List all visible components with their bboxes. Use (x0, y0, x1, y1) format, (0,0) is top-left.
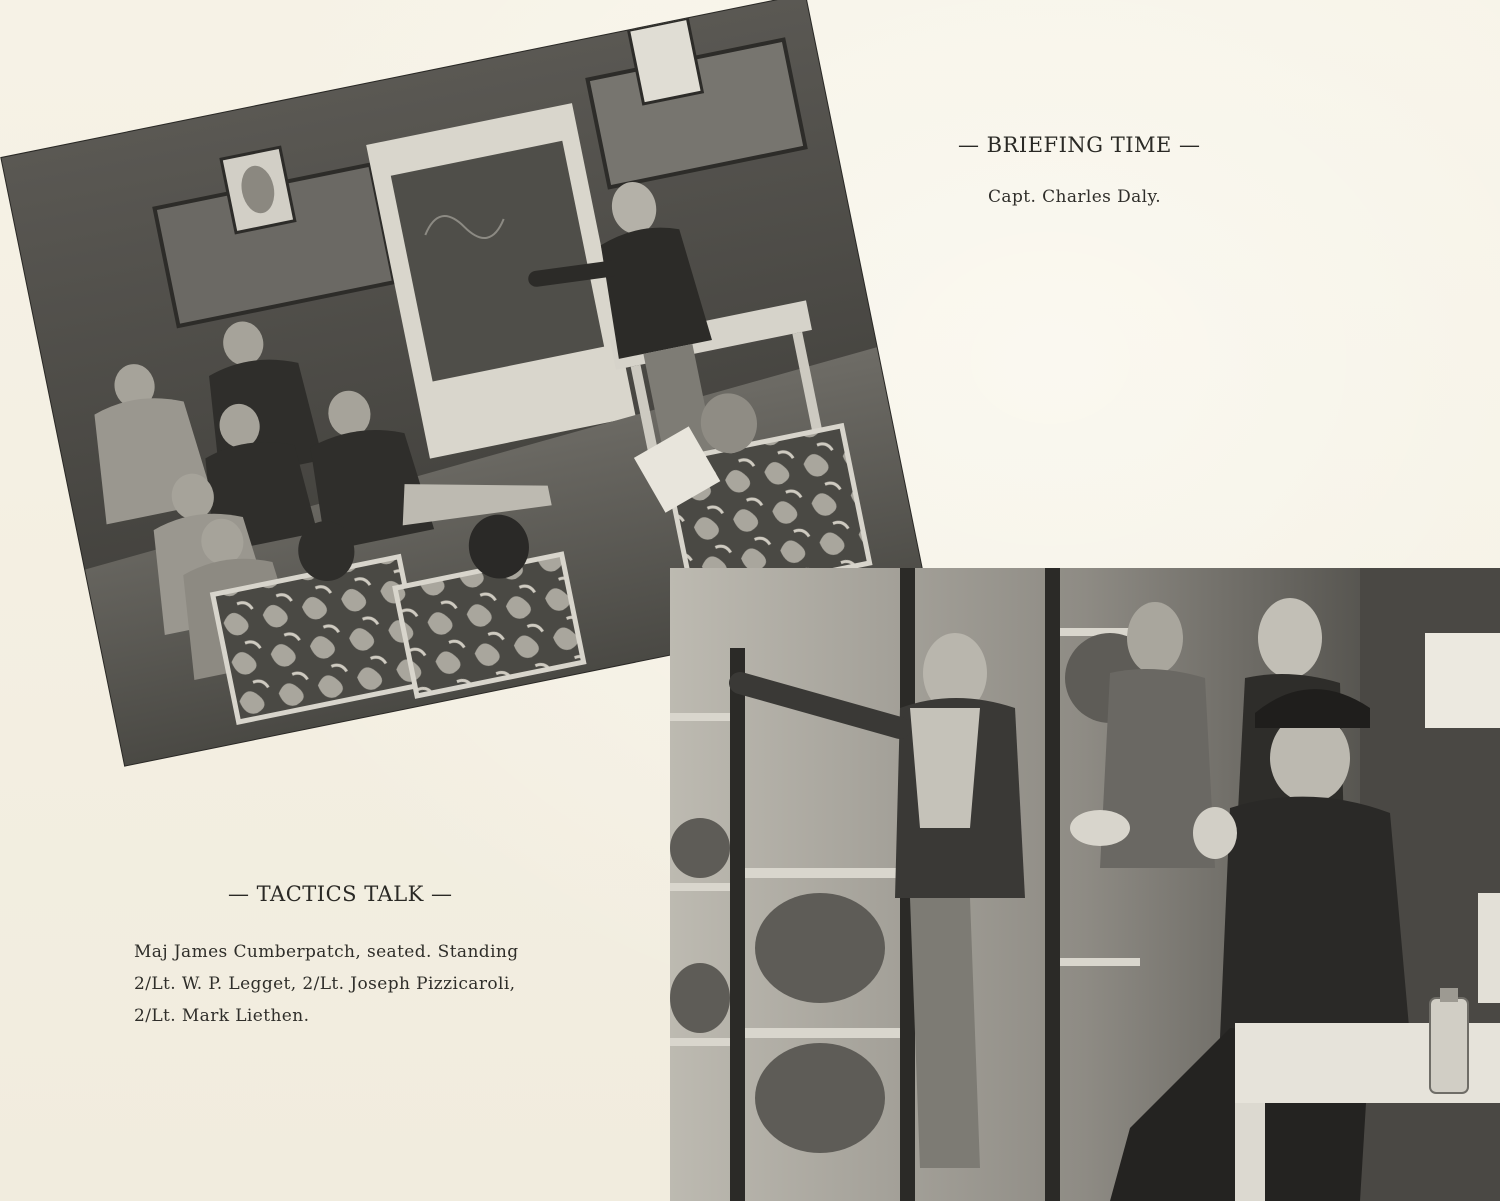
briefing-heading: — BRIEFING TIME — (958, 133, 1201, 157)
tactics-caption-line: 2/Lt. W. P. Legget, 2/Lt. Joseph Pizzicaroli, (134, 974, 516, 994)
briefing-caption: Capt. Charles Daly. (988, 187, 1162, 207)
tactics-caption-line: Maj James Cumberpatch, seated. Standing (134, 942, 519, 962)
tactics-heading: — TACTICS TALK — (228, 882, 453, 906)
tactics-caption (134, 936, 519, 1032)
tactics-photo (670, 568, 1500, 1201)
tactics-caption-line: 2/Lt. Mark Liethen. (134, 1006, 310, 1026)
